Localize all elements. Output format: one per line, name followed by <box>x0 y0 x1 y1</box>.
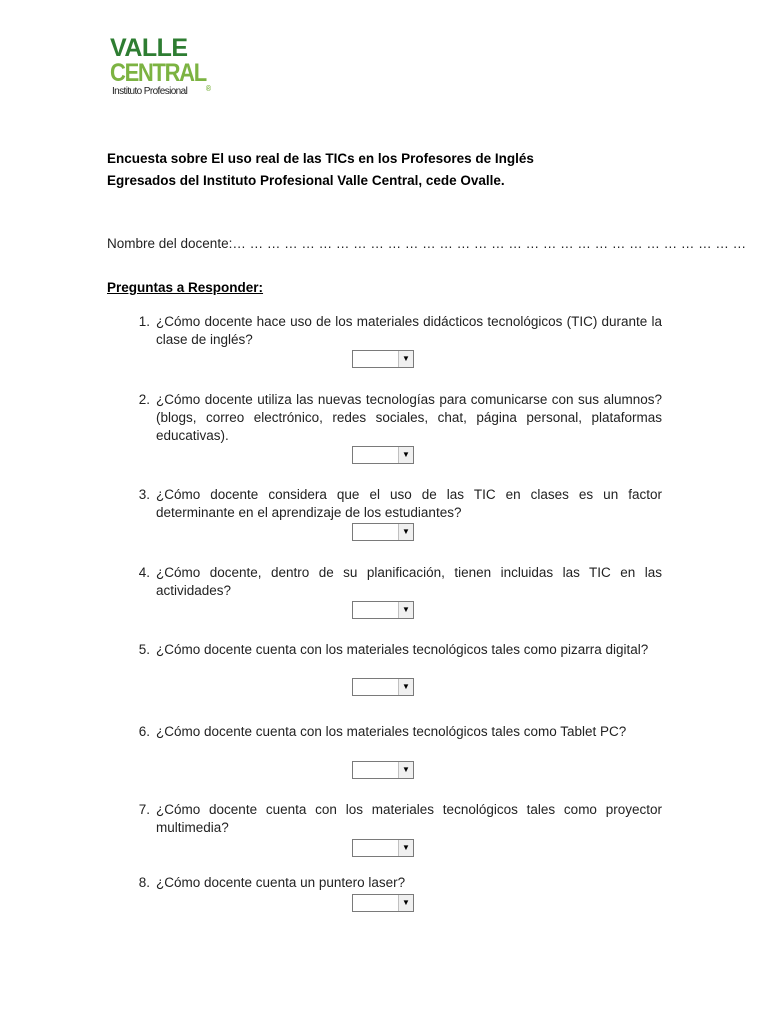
dropdown-arrow-icon: ▼ <box>398 762 413 778</box>
survey-title-line-1: Encuesta sobre El uso real de las TICs en los Profesores de Inglés <box>107 151 534 166</box>
question-7 <box>130 801 662 852</box>
dropdown-arrow-icon: ▼ <box>398 524 413 540</box>
logo-line-central: CENTRAL® <box>110 59 212 93</box>
teacher-name-field[interactable]: Nombre del docente:… … … … … … … … … … … … … … … … … … … … … … … … … … … … … … <box>107 236 747 251</box>
questions-heading: Preguntas a Responder: <box>107 280 264 295</box>
answer-dropdown-5[interactable] <box>352 678 414 696</box>
dropdown-arrow-icon: ▼ <box>398 679 413 695</box>
answer-dropdown-4[interactable] <box>352 601 414 619</box>
question-number: 4. <box>138 565 150 580</box>
survey-title <box>107 148 667 192</box>
valle-central-logo <box>110 36 210 98</box>
question-5 <box>130 641 662 691</box>
question-3 <box>130 486 662 536</box>
question-2 <box>130 391 662 459</box>
question-8 <box>130 874 662 907</box>
registered-mark: ® <box>205 84 212 93</box>
dropdown-arrow-icon: ▼ <box>398 840 413 856</box>
question-text: ¿Cómo docente cuenta con los materiales tecnológicos tales como pizarra digital? <box>156 642 649 657</box>
answer-dropdown-8[interactable] <box>352 894 414 912</box>
question-number: 8. <box>138 875 150 890</box>
dropdown-arrow-icon: ▼ <box>398 602 413 618</box>
dropdown-arrow-icon: ▼ <box>398 895 413 911</box>
survey-title-line-2: Egresados del Instituto Profesional Valle Central, cede Ovalle. <box>107 173 505 188</box>
question-number: 1. <box>138 314 150 329</box>
answer-dropdown-1[interactable] <box>352 350 414 368</box>
question-text: ¿Cómo docente considera que el uso de las TIC en clases es un factor determinante en el aprendizaje de los estudiantes? <box>156 487 662 520</box>
answer-dropdown-7[interactable] <box>352 839 414 857</box>
answer-dropdown-3[interactable] <box>352 523 414 541</box>
question-6 <box>130 723 662 774</box>
question-text: ¿Cómo docente cuenta un puntero laser? <box>156 875 406 890</box>
question-number: 6. <box>138 724 150 739</box>
logo-line-instituto: Instituto Profesional <box>112 86 188 97</box>
question-4 <box>130 564 662 614</box>
question-text: ¿Cómo docente utiliza las nuevas tecnologías para comunicarse con sus alumnos? (blogs, correo electrónico, redes sociales, chat, página personal, plataformas educativas). <box>156 392 662 443</box>
dropdown-arrow-icon: ▼ <box>398 351 413 367</box>
question-number: 3. <box>138 487 150 502</box>
dropdown-arrow-icon: ▼ <box>398 447 413 463</box>
question-text: ¿Cómo docente cuenta con los materiales tecnológicos tales como Tablet PC? <box>156 724 627 739</box>
answer-dropdown-2[interactable] <box>352 446 414 464</box>
logo-line-valle: VALLE <box>110 34 188 62</box>
question-text: ¿Cómo docente, dentro de su planificación, tienen incluidas las TIC en las actividades? <box>156 565 662 598</box>
question-text: ¿Cómo docente hace uso de los materiales didácticos tecnológicos (TIC) durante la clase de inglés? <box>156 314 662 347</box>
answer-dropdown-6[interactable] <box>352 761 414 779</box>
question-number: 5. <box>138 642 150 657</box>
question-1 <box>130 313 662 363</box>
question-text: ¿Cómo docente cuenta con los materiales tecnológicos tales como proyector multimedia? <box>156 802 662 835</box>
question-number: 2. <box>138 392 150 407</box>
question-number: 7. <box>138 802 150 817</box>
